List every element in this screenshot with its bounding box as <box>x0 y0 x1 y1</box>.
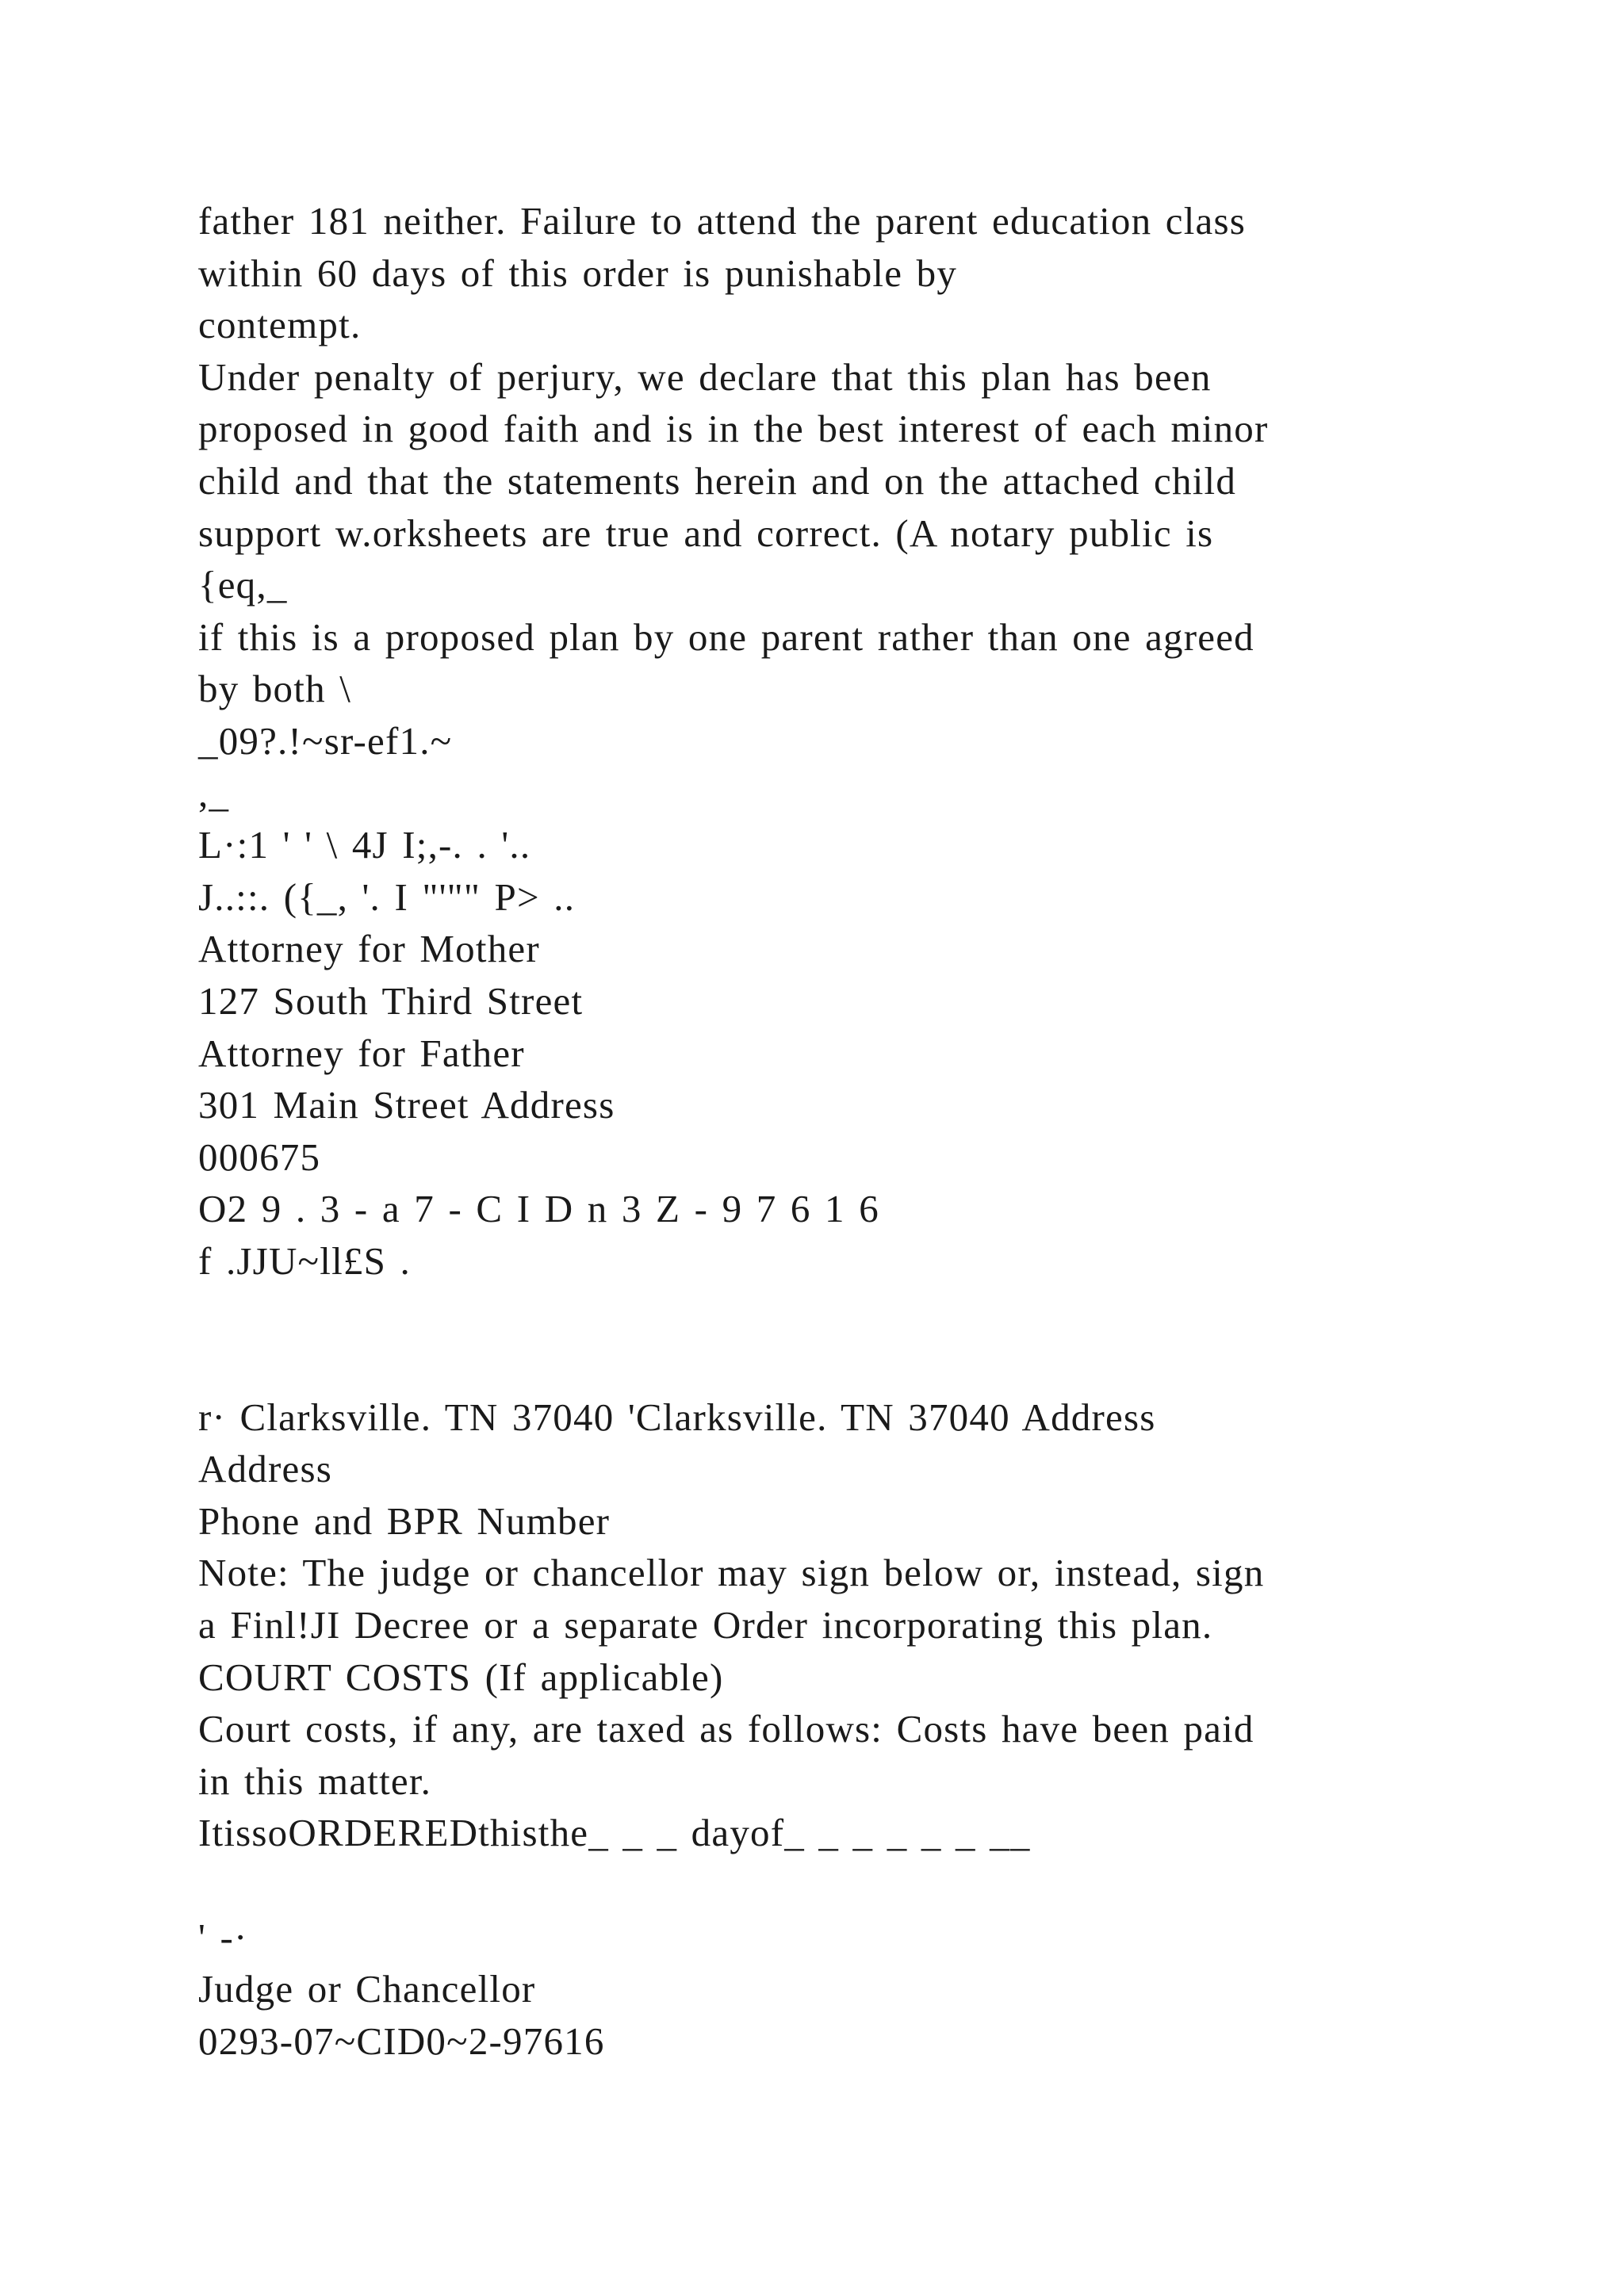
note-line: Note: The judge or chancellor may sign below or, instead, sign <box>198 1551 1265 1595</box>
text-line: {eq,_ <box>198 563 288 607</box>
text-line: f .JJU~ll£S . <box>198 1238 411 1283</box>
attorney-father-address: 301 Main Street Address <box>198 1083 615 1127</box>
text-line: L·:1 ' ' \ 4J I;,-. . '.. <box>198 823 531 867</box>
attorney-mother-address: 127 South Third Street <box>198 978 584 1023</box>
blank-gap <box>198 1287 1435 1339</box>
text-line: proposed in good faith and is in the best interest of each minor <box>198 407 1269 451</box>
text-line: father 181 neither. Failure to attend the parent education class <box>198 199 1247 243</box>
text-line: if this is a proposed plan by one parent rather than one agreed <box>198 614 1254 659</box>
docket-number: 0293-07~CID0~2-97616 <box>198 2019 605 2063</box>
attorney-mother-label: Attorney for Mother <box>198 927 540 971</box>
court-costs-heading: COURT COSTS (If applicable) <box>198 1655 724 1699</box>
signature-mark: ' -· <box>198 1915 248 1959</box>
text-line: ,_ <box>198 771 230 815</box>
blank-gap <box>198 1859 1435 1911</box>
text-line: child and that the statements herein and on the attached child <box>198 458 1237 503</box>
judge-label: Judge or Chancellor <box>198 1967 536 2011</box>
phone-bpr-label: Phone and BPR Number <box>198 1498 611 1543</box>
text-line: Under penalty of perjury, we declare that this plan has been <box>198 354 1212 399</box>
case-number-line: O2 9 . 3 - a 7 - C I D n 3 Z - 9 7 6 1 6 <box>198 1187 879 1231</box>
text-line: support w.orksheets are true and correct. (A notary public is <box>198 511 1214 555</box>
text-line: contempt. <box>198 303 362 347</box>
text-line: Address <box>198 1447 332 1491</box>
attorney-father-label: Attorney for Father <box>198 1031 525 1075</box>
text-line: _09?.!~sr-ef1.~ <box>198 718 453 763</box>
document-text <box>198 195 1435 2067</box>
text-line: 000675 <box>198 1135 321 1179</box>
court-costs-text: Court costs, if any, are taxed as follows: Costs have been paid <box>198 1707 1254 1751</box>
ordered-line: ItissoORDEREDthisthe_ _ _ dayof_ _ _ _ _ _ __ <box>198 1811 1031 1855</box>
note-line: a Finl!JI Decree or a separate Order incorporating this plan. <box>198 1603 1213 1647</box>
text-line: J..::. ({_, '. I "'"" P> .. <box>198 874 576 919</box>
court-costs-text: in this matter. <box>198 1758 432 1803</box>
text-line: within 60 days of this order is punishable by <box>198 251 958 295</box>
city-address-line: r· Clarksville. TN 37040 'Clarksville. TN 37040 Address <box>198 1395 1156 1439</box>
text-line: by both \ <box>198 667 352 711</box>
blank-gap <box>198 1339 1435 1391</box>
